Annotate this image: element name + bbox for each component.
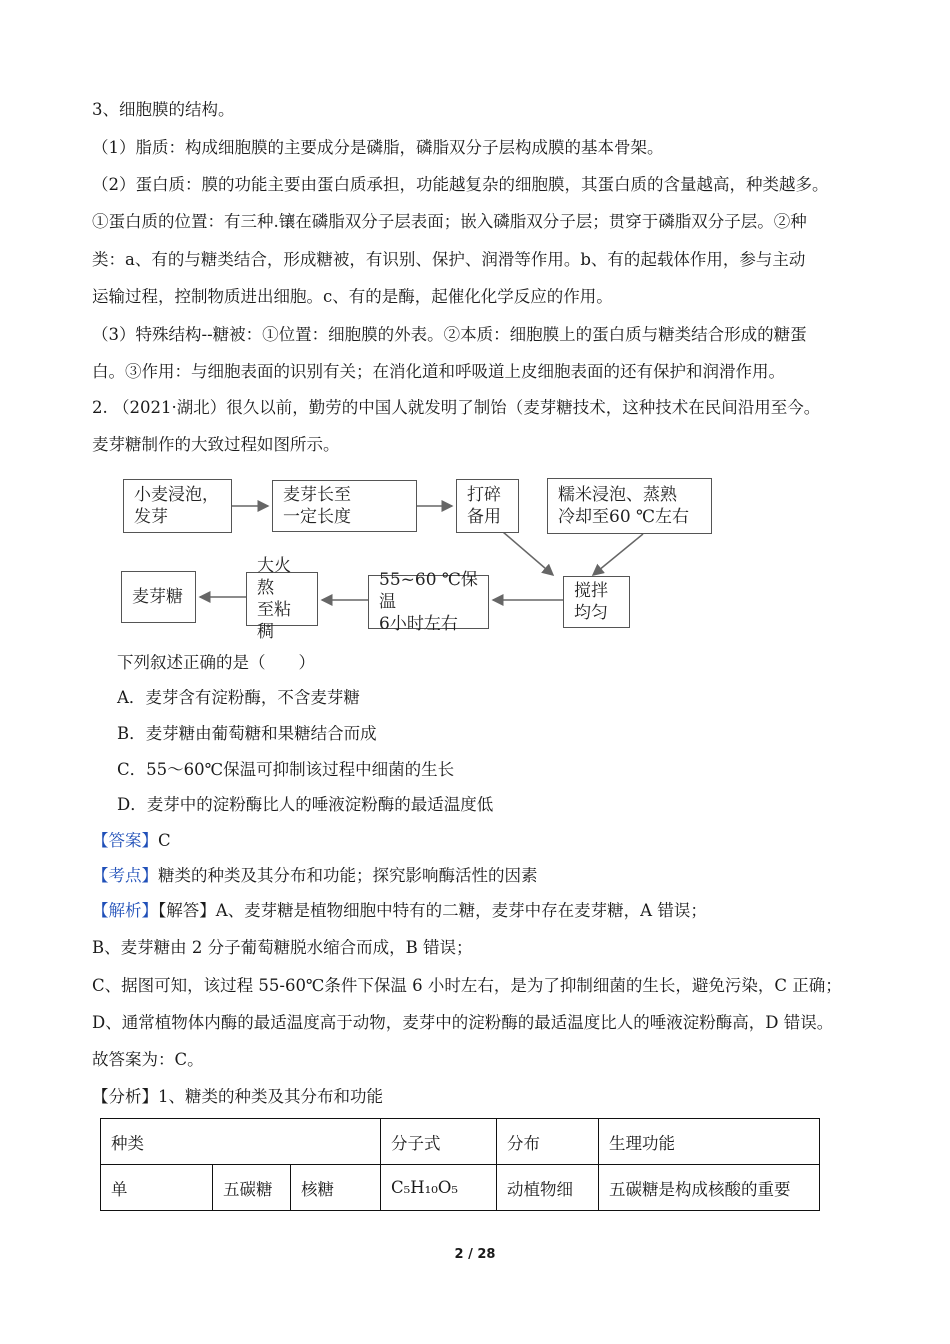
cell-distribution: 动植物细 <box>497 1165 599 1211</box>
sugar-table <box>100 1118 820 1211</box>
answer-value: C <box>158 831 171 850</box>
flow-step-sprout-length: 麦芽长至 一定长度 <box>272 480 417 532</box>
flow-step-boil: 大火熬 至粘稠 <box>246 572 318 626</box>
knowledge-point-tag: 【考点】 <box>92 866 158 885</box>
question-2-line2: 麦芽糖制作的大致过程如图所示。 <box>92 435 340 454</box>
cell-function: 五碳糖是构成核酸的重要 <box>599 1165 820 1211</box>
flow-step-maltose: 麦芽糖 <box>121 571 196 623</box>
option-b: B．麦芽糖由葡萄糖和果糖结合而成 <box>117 724 377 743</box>
para-lipid: （1）脂质：构成细胞膜的主要成分是磷脂，磷脂双分子层构成膜的基本骨架。 <box>92 138 664 157</box>
question-stem: 下列叙述正确的是（ ） <box>117 653 315 672</box>
answer-line <box>92 830 171 852</box>
para-protein: （2）蛋白质：膜的功能主要由蛋白质承担，功能越复杂的细胞膜，其蛋白质的含量越高，种类越多。 <box>92 175 829 194</box>
page-number: 2 / 28 <box>454 1247 496 1262</box>
para-protein-cont1: ①蛋白质的位置：有三种.镶在磷脂双分子层表面；嵌入磷脂双分子层；贯穿于磷脂双分子层。②种 <box>92 212 807 231</box>
final-answer: 故答案为：C。 <box>92 1050 204 1069</box>
option-a: A．麦芽含有淀粉酶，不含麦芽糖 <box>117 688 360 707</box>
table-header-row <box>101 1119 820 1165</box>
option-d: D．麦芽中的淀粉酶比人的唾液淀粉酶的最适温度低 <box>117 795 494 814</box>
cell-formula: C₅H₁₀O₅ <box>381 1165 497 1211</box>
para-protein-cont3: 运输过程，控制物质进出细胞。c、有的是酶，起催化化学反应的作用。 <box>92 287 613 306</box>
flow-step-stir: 搅拌 均匀 <box>563 576 630 628</box>
para-protein-cont2: 类：a、有的与糖类结合，形成糖被，有识别、保护、润滑等作用。b、有的起载体作用，参与主动 <box>92 250 806 269</box>
cell-subkind: 五碳糖 <box>213 1165 291 1211</box>
flow-step-crush: 打碎 备用 <box>456 479 519 533</box>
para-glycocalyx-cont: 白。③作用：与细胞表面的识别有关；在消化道和呼吸道上皮细胞表面的还有保护和润滑作用。 <box>92 362 785 381</box>
flow-step-incubate: 55~60 ℃保温 6小时左右 <box>368 575 489 629</box>
explanation-a: 【解答】A、麦芽糖是植物细胞中特有的二糖，麦芽中存在麦芽糖，A 错误； <box>158 901 707 920</box>
heading-membrane-structure: 3、细胞膜的结构。 <box>92 100 235 119</box>
table-row <box>101 1165 820 1211</box>
question-2-line1: 2. （2021·湖北）很久以前，勤劳的中国人就发明了制饴（麦芽糖技术，这种技术在民间沿用至今。 <box>92 398 821 417</box>
cell-kind: 单 <box>101 1165 213 1211</box>
cell-name: 核糖 <box>291 1165 381 1211</box>
option-c: C．55～60℃保温可抑制该过程中细菌的生长 <box>117 760 455 779</box>
explanation-tag: 【解析】 <box>92 901 158 920</box>
header-distribution: 分布 <box>497 1119 599 1165</box>
para-glycocalyx: （3）特殊结构--糖被：①位置：细胞膜的外表。②本质：细胞膜上的蛋白质与糖类结合形成的糖蛋 <box>92 325 807 344</box>
header-kind: 种类 <box>101 1119 381 1165</box>
knowledge-point-value: 糖类的种类及其分布和功能；探究影响酶活性的因素 <box>158 866 538 885</box>
flow-step-rice: 糯米浸泡、蒸熟 冷却至60 ℃左右 <box>547 478 712 534</box>
explanation-line <box>92 900 707 922</box>
analysis-heading: 【分析】1、糖类的种类及其分布和功能 <box>92 1087 383 1106</box>
explanation-c: C、据图可知，该过程 55-60℃条件下保温 6 小时左右，是为了抑制细菌的生长，避免污染，C 正确； <box>92 976 842 995</box>
header-function: 生理功能 <box>599 1119 820 1165</box>
flow-step-soak-wheat: 小麦浸泡， 发芽 <box>123 479 232 533</box>
knowledge-point-line <box>92 865 538 887</box>
explanation-d: D、通常植物体内酶的最适温度高于动物，麦芽中的淀粉酶的最适温度比人的唾液淀粉酶高，D 错误。 <box>92 1013 834 1032</box>
header-formula: 分子式 <box>381 1119 497 1165</box>
answer-tag: 【答案】 <box>92 831 158 850</box>
explanation-b: B、麦芽糖由 2 分子葡萄糖脱水缩合而成，B 错误； <box>92 938 473 957</box>
